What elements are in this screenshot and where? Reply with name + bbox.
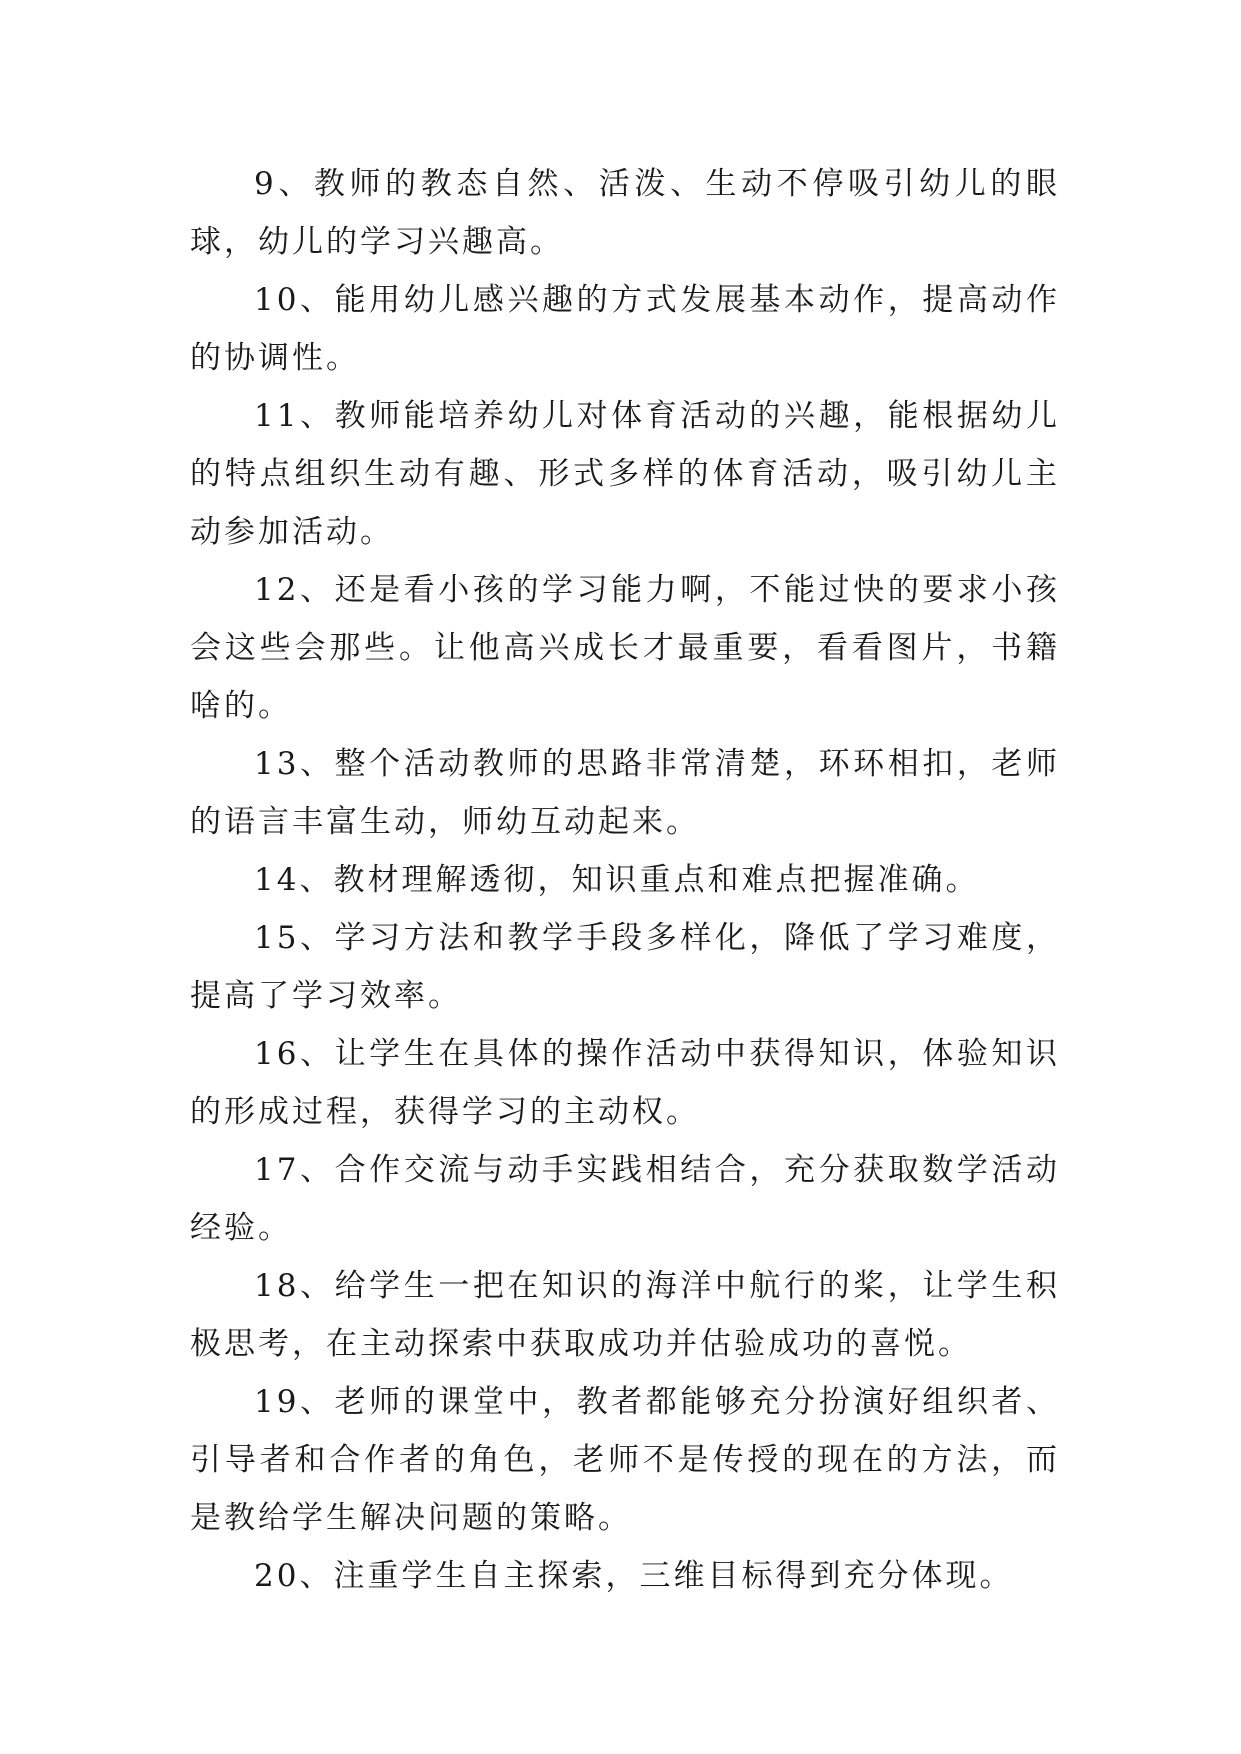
paragraph-20: 20、注重学生自主探索，三维目标得到充分体现。 xyxy=(254,1558,1014,1594)
paragraph-18: 18、给学生一把在知识的海洋中航行的桨，让学生积极思考，在主动探索中获取成功并估验成功的喜悦。 xyxy=(190,1268,1060,1362)
document-body xyxy=(190,155,1060,1605)
paragraph-11: 11、教师能培养幼儿对体育活动的兴趣，能根据幼儿的特点组织生动有趣、形式多样的体育活动，吸引幼儿主动参加活动。 xyxy=(190,398,1060,550)
paragraph-12: 12、还是看小孩的学习能力啊，不能过快的要求小孩会这些会那些。让他高兴成长才最重要，看看图片，书籍啥的。 xyxy=(190,572,1060,724)
paragraph-14: 14、教材理解透彻，知识重点和难点把握准确。 xyxy=(254,862,980,898)
paragraph-15: 15、学习方法和教学手段多样化，降低了学习难度，提高了学习效率。 xyxy=(190,920,1060,1014)
paragraph-10: 10、能用幼儿感兴趣的方式发展基本动作，提高动作的协调性。 xyxy=(190,282,1060,376)
paragraph-13: 13、整个活动教师的思路非常清楚，环环相扣，老师的语言丰富生动，师幼互动起来。 xyxy=(190,746,1060,840)
paragraph-17: 17、合作交流与动手实践相结合，充分获取数学活动经验。 xyxy=(190,1152,1060,1246)
paragraph-19: 19、老师的课堂中，教者都能够充分扮演好组织者、引导者和合作者的角色，老师不是传授的现在的方法，而是教给学生解决问题的策略。 xyxy=(190,1384,1060,1536)
paragraph-9: 9、教师的教态自然、活泼、生动不停吸引幼儿的眼球，幼儿的学习兴趣高。 xyxy=(190,166,1060,260)
paragraph-16: 16、让学生在具体的操作活动中获得知识，体验知识的形成过程，获得学习的主动权。 xyxy=(190,1036,1060,1130)
